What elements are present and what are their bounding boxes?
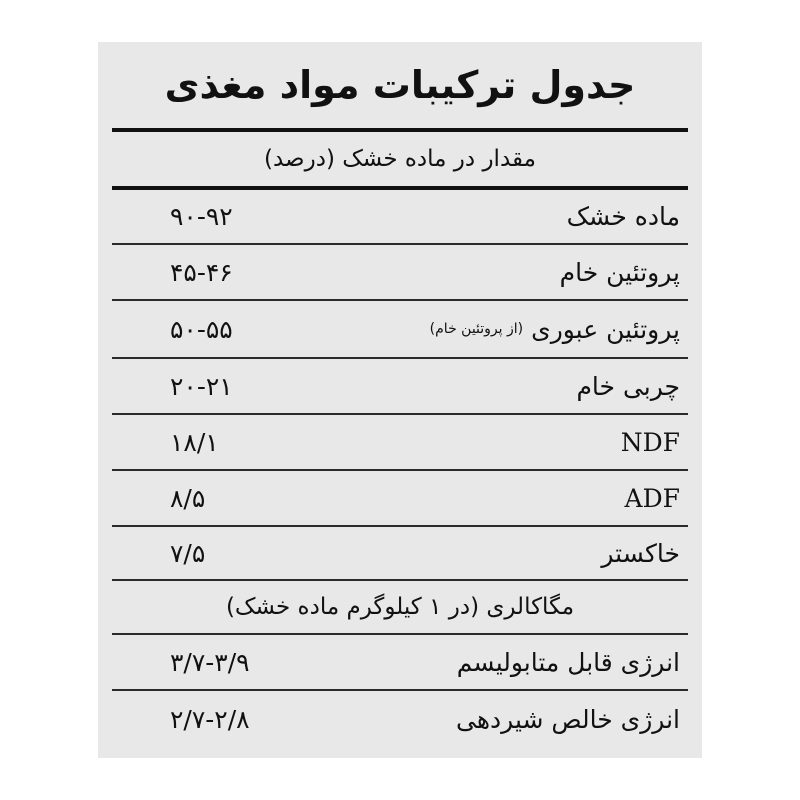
table-row xyxy=(112,190,688,242)
row-label: انرژی قابل متابولیسم xyxy=(456,647,680,677)
row-value: ۱۸/۱ xyxy=(170,427,219,457)
row-label: انرژی خالص شیردهی xyxy=(456,704,680,734)
nutrient-table-card xyxy=(98,42,702,758)
row-value: ۸/۵ xyxy=(170,483,206,513)
row-value: ۹۰-۹۲ xyxy=(170,201,233,231)
row-label: چربی خام xyxy=(576,371,680,401)
row-label: ADF xyxy=(624,483,680,513)
row-value: ۷/۵ xyxy=(170,538,206,568)
table-row xyxy=(112,527,688,579)
section-header-dry-matter: مقدار در ماده خشک (درصد) xyxy=(264,146,536,172)
section-header-megacalorie: مگاکالری (در ۱ کیلوگرم ماده خشک) xyxy=(225,594,575,620)
row-value: ۲۰-۲۱ xyxy=(170,371,233,401)
table-row xyxy=(112,415,688,469)
row-label: ماده خشک xyxy=(566,201,680,231)
row-note: (از پروتئین خام) xyxy=(429,321,524,337)
row-label: پروتئین خام xyxy=(559,257,680,287)
row-label: خاکستر xyxy=(601,538,680,568)
table-row xyxy=(112,691,688,747)
row-value: ۳/۷-۳/۹ xyxy=(170,647,250,677)
table-row xyxy=(112,301,688,357)
row-label: NDF xyxy=(620,427,680,457)
row-value: ۵۰-۵۵ xyxy=(170,314,233,344)
table-row xyxy=(112,245,688,299)
table-title: جدول ترکیبات مواد مغذی xyxy=(164,63,636,107)
table-row xyxy=(112,635,688,689)
row-value: ۴۵-۴۶ xyxy=(170,257,233,287)
table-row xyxy=(112,359,688,413)
table-row xyxy=(112,471,688,525)
row-value: ۲/۷-۲/۸ xyxy=(170,704,250,734)
row-label: پروتئین عبوری (از پروتئین خام) xyxy=(429,314,680,344)
